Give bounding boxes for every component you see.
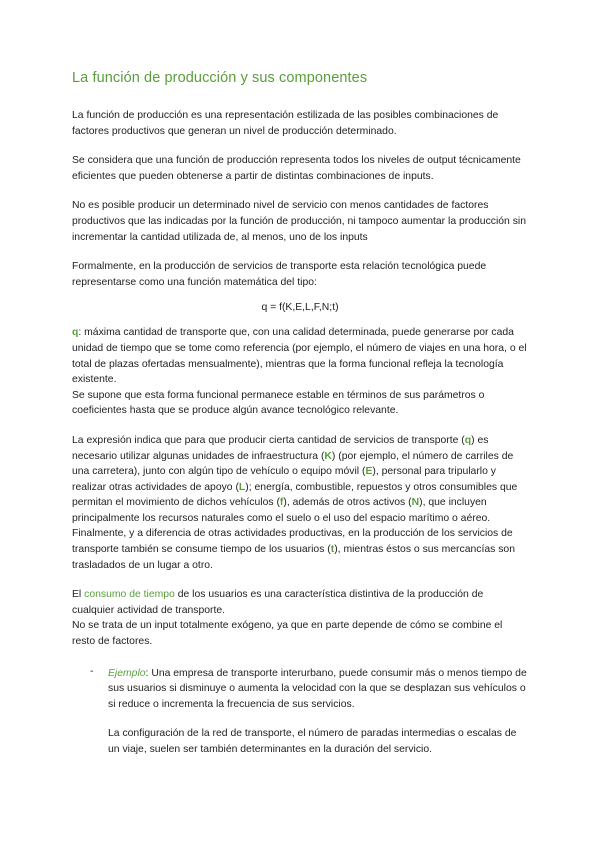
expr-text-1: La expresión indica que para que producir cierta cantidad de servicios de transporte ( — [72, 434, 465, 446]
paragraph-expression — [72, 433, 528, 527]
term-l: L — [238, 481, 246, 493]
q-sep: : — [78, 327, 85, 339]
example-text: : Una empresa de transporte interurbano, puede consumir más o menos tiempo de sus usuarios si disminuye o aumenta la velocidad con la que se desplazan sus vehículos o si reduce o incrementa la frecuencia de sus servicios. — [108, 667, 527, 710]
paragraph-q-definition — [72, 325, 528, 387]
example-bullet — [72, 666, 528, 713]
paragraph-finally — [72, 526, 528, 573]
expr-text-4: ), personal para tripularlo y realizar otras actividades de apoyo ( — [72, 466, 496, 493]
consumo-text-1: El — [72, 589, 85, 601]
expr-text-3: ) (por ejemplo, el número de carriles de una carretera), junto con algún tipo de vehículo o equipo móvil ( — [72, 450, 514, 478]
term-n: N — [411, 497, 420, 509]
consumo-text-2: de los usuarios es una característica distintiva de la producción de cualquier actividad de transporte. — [72, 589, 484, 616]
example-label: Ejemplo — [108, 667, 146, 679]
finally-text-1: Finalmente, y a diferencia de otras actividades productivas, en la producción de los servicios de transporte también se consume tiempo de los usuarios ( — [72, 528, 513, 556]
expr-text-5: ); energía, combustible, repuestos y otros consumibles que permitan el movimiento de dichos vehículos ( — [72, 481, 518, 509]
expr-text-7: ), que incluyen principalmente los recursos naturales como el suelo o el uso del espacio marítimo o aéreo. — [72, 497, 491, 524]
paragraph-definition: La función de producción es una representación estilizada de las posibles combinaciones de factores productivos que generan un nivel de producción determinado. — [72, 110, 499, 137]
term-q2: q — [464, 434, 472, 446]
page-title: La función de producción y sus componentes — [72, 70, 368, 86]
paragraph-stability: Se supone que esta forma funcional permanece estable en términos de sus parámetros o coeficientes hasta que se produce algún avance tecnológico relevante. — [72, 389, 485, 417]
term-t: t — [330, 544, 335, 556]
bullet-dash: - — [90, 665, 94, 677]
term-f: f — [279, 497, 284, 509]
paragraph-network: La configuración de la red de transporte, el número de paradas intermedias o escalas de un viaje, suelen ser también determinantes en la duración del servicio. — [108, 728, 517, 755]
paragraph-exogeno: No se trata de un input totalmente exógeno, ya que en parte depende de cómo se combine el resto de factores. — [72, 620, 503, 648]
paragraph-formal: Formalmente, en la producción de servicios de transporte esta relación tecnológica puede representarse como una función matemática del tipo: — [72, 261, 487, 288]
term-e: E — [365, 466, 373, 478]
paragraph-minimum-inputs: No es posible producir un determinado nivel de servicio con menos cantidades de factores productivos que las indicadas por la función de producción, ni tampoco aumentar la producción sin incrementar la cantidad utilizada de, al menos, uno de los inputs — [72, 200, 526, 243]
example-paragraph — [108, 666, 528, 713]
expr-text-2: ) es necesario utilizar algunas unidades de infraestructura ( — [72, 434, 489, 462]
paragraph-efficiency: Se considera que una función de producción representa todos los niveles de output técnicamente eficientes que pueden obtenerse a partir de distintas combinaciones de inputs. — [72, 155, 521, 182]
term-q: q — [72, 327, 79, 339]
q-def-text: máxima cantidad de transporte que, con una calidad determinada, puede generarse por cada unidad de tiempo que se tome como referencia (por ejemplo, el número de viajes en una hora, o el total de plazas ofertadas mensualmente), mientras que la forma funcional refleja la tecnología existente. — [72, 327, 527, 386]
paragraph-consumo — [72, 587, 528, 618]
expr-text-6: ), además de otros activos ( — [283, 497, 412, 509]
production-formula: q = f(K,E,L,F,N;t) — [261, 302, 339, 314]
term-k: K — [324, 450, 332, 462]
finally-text-2: ), mientras éstos o sus mercancías son trasladados de un lugar a otro. — [72, 544, 515, 571]
term-consumo-tiempo: consumo de tiempo — [84, 589, 175, 601]
